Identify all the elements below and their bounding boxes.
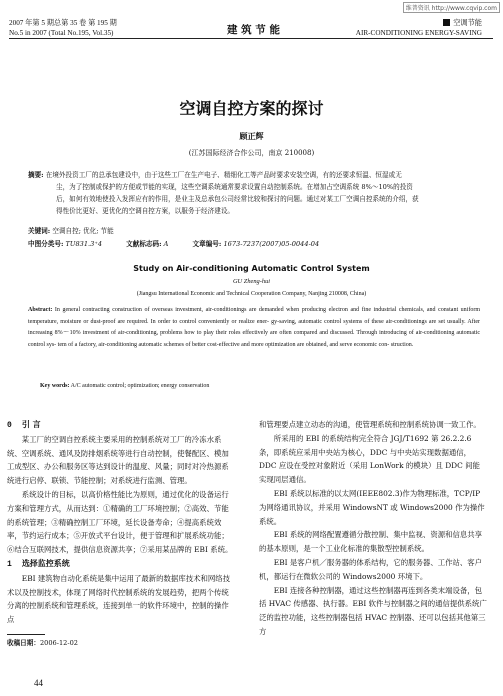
abstract-cn	[28, 169, 478, 217]
keywords-cn	[28, 225, 114, 235]
section-heading-select	[7, 557, 235, 572]
footnote-divider	[7, 634, 45, 635]
article-title: 空调自控方案的探讨	[179, 99, 324, 118]
keywords-label: 关键词:	[28, 227, 51, 235]
received-date	[7, 637, 78, 647]
english-keywords-label: Key words:	[40, 383, 70, 389]
keywords-value: 空调自控; 优化; 节能	[52, 227, 114, 235]
body-paragraph: EBI 系统以标准的以太网(IEEE802.3)作为物理标准，TCP/IP 为网络通讯协议，并采用 WindowsNT 或 Windows2000 作为操作系统。	[259, 488, 485, 526]
english-abstract-line: industrial chemicals, and constant uniform temperature, moisture or dust-proof are required. In order to control conveniently or realize ener-	[28, 307, 480, 325]
section-name-en: AIR-CONDITIONING ENERGY-SAVING	[355, 29, 482, 37]
issue-line-cn: 2007 年第 5 期总第 35 卷 第 195 期	[9, 19, 117, 27]
section-title: 选择监控系统	[21, 558, 70, 568]
issue-info	[9, 18, 117, 38]
abstract-cn-line: 后，如何有效地使投入发挥应有的作用，是业主及总承包公司经常比较和探讨的问题。通过对某工厂空调自控系统的介绍，获	[56, 195, 419, 203]
body-paragraph: EBI 建筑物自动化系统是集中运用了最新的数据库技术和网络技术以及控制技术，体现了网络时代控制系统的发展趋势，把两个传统分离的控制系统和管理系统，连接到单一的软件环境中，控制的操作点	[7, 573, 231, 625]
english-abstract-line: gy-saving, automatic control systems of these air-conditionings are set usually. After increasing 8%～10% investment of air-conditioning,	[28, 318, 481, 336]
clc-value: TU831.3⁺4	[65, 240, 103, 248]
body-paragraph: 系统设计的目标，以高价格性能比为原则，通过优化的设备运行方案和管理方式，从而达到：①精确的工厂环境控制；②高效、节能的系统管理；③精确控制工厂环境，延长设备寿命；④提高系统效率，节约运行成本；⑤开放式平台设计，便于管理和扩展系统功能；⑥结合互联网技术，提供信息资源共享；⑦采用某品牌的 EBI 系统。	[7, 489, 233, 555]
section-title: 引 言	[21, 420, 41, 429]
received-label: 收稿日期：	[7, 639, 40, 647]
body-right-column	[259, 418, 487, 639]
watermark-text: 维普资讯 http://www.cqvip.com	[403, 2, 500, 13]
english-abstract-line: struction.	[390, 341, 414, 348]
author-affiliation: (江苏国际经济合作公司，南京 210008)	[188, 149, 315, 157]
english-abstract-label: Abstract:	[28, 307, 53, 313]
body-left-column	[7, 418, 235, 627]
issue-line-en: No.5 in 2007 (Total No.195, Vol.35)	[9, 29, 114, 37]
article-author: 顾正辉	[239, 131, 264, 141]
section-number: 0	[7, 421, 12, 430]
english-author: GU Zheng-hui	[232, 278, 271, 285]
abstract-cn-line: 得性价比更好、更优化的空调自控方案，以服务于经济建设。	[56, 207, 235, 215]
abstract-cn-line: 在境外投资工厂的总承包建设中，由于这些工厂在生产电子、精细化工等产品时要求安装空调，有的还要求恒温、恒湿或无	[45, 171, 402, 179]
body-paragraph: EBI 系统的网络配置遵循分散控制、集中监视、资源和信息共享的基本原则，是一个工业化标准的集散型控制系统。	[259, 530, 483, 554]
english-keywords-value: A/C automatic control; optimization; energy conservation	[70, 383, 210, 389]
english-abstract-line: In general contracting construction of overseas investment, air-conditionings are demanded when producing electron and fine	[54, 307, 372, 313]
abstract-label: 摘要:	[28, 171, 44, 179]
english-abstract-line: problems how to play their roles effectively are often compared and discussed. Through introducing of air-conditioning automatic control sys-	[28, 330, 480, 348]
english-affiliation: (Jiangsu International Economic and Technical Cooperation Company, Nanjing 210008, China)	[136, 291, 367, 297]
body-paragraph: 所采用的 EBI 的系统结构完全符合 JGJ/T1692 第 26.2.2.6 条，即系统应采用中央站为核心，DDC 与中央站实现数据通信，DDC 应设在受控对象附近（采用 LonWork 的模块）且 DDC 间能实现同层通信。	[259, 433, 480, 485]
english-abstract-line: tem of a factory, air-conditioning automatic schemes of better cost-effective and more optimization are obtained, and serve economic con-	[57, 341, 390, 348]
received-value: 2006-12-02	[39, 639, 78, 647]
abstract-cn-line: 尘，为了控制或保护的方便或节能的实现，这些空调系统通常要求设置自动控制系统。在增加占空调系统 8%～10%的投资	[56, 183, 413, 191]
english-title: Study on Air-conditioning Automatic Control System	[133, 264, 370, 273]
header-divider	[9, 38, 493, 39]
body-paragraph: 和管理要点建立动态的沟通，使管理系统和控制系统协调一致工作。	[259, 420, 481, 429]
doc-code-value: A	[163, 240, 169, 248]
body-paragraph: EBI 连接各种控制器，通过这些控制器再连到各类末端设备，包括 HVAC 传感器、执行器。EBI 软件与控制器之间的通信提供系统广泛的监控功能，这些控制器包括 HVAC 控制器、还可以包括其他第三方	[259, 585, 487, 636]
body-paragraph: EBI 是客户机／服务器的体系结构，它的服务器、工作站、客户机，都运行在微软公司的 Windows2000 环境下。	[259, 557, 483, 581]
english-abstract	[28, 305, 480, 351]
english-keywords	[40, 383, 209, 389]
article-no-value: 1673-7237(2007)05-0044-04	[223, 240, 320, 248]
section-square-icon	[443, 19, 450, 26]
section-name-cn: 空调节能	[453, 19, 482, 27]
section-heading-intro	[7, 418, 235, 433]
section-info	[356, 18, 482, 38]
body-paragraph: 某工厂的空调自控系统主要采用的控制系统对工厂的冷冻水系统、空调系统、通风及防排烟系统等进行自动控制，使餐配区、模加工成型区、办公和服务区等达到设计的温度、风量；同时对冷热源系统进行启停、联锁、节能控制；对系统进行监测、管理。	[7, 434, 229, 486]
classification-info	[28, 238, 341, 248]
page-number: 44	[34, 678, 43, 688]
journal-name: 建 筑 节 能	[227, 24, 280, 36]
section-number: 1	[7, 559, 12, 569]
doc-code-label: 文献标志码:	[126, 240, 162, 248]
article-no-label: 文章编号:	[192, 240, 222, 248]
clc-label: 中图分类号:	[28, 240, 64, 248]
